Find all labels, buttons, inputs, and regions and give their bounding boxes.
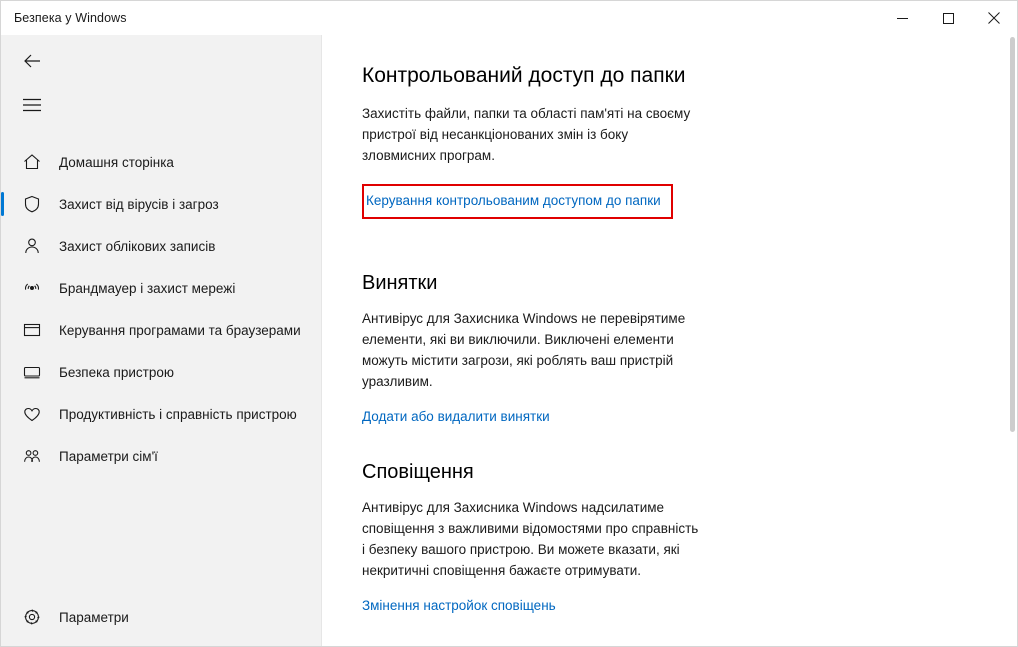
notifications-description: Антивірус для Захисника Windows надсилатиме сповіщення з важливими відомостями про справність і безпеку вашого пристрою. Ви можете вказати, які некритичні сповіщення бажаєте отримувати.: [362, 500, 699, 579]
sidebar-item-app-browser-control[interactable]: [1, 309, 321, 351]
gear-icon: [11, 607, 53, 627]
window-body: [1, 35, 1017, 646]
maximize-button[interactable]: [925, 1, 971, 35]
add-remove-exclusions-link[interactable]: Додати або видалити винятки: [362, 409, 550, 425]
back-button[interactable]: [1, 39, 321, 83]
sidebar-item-settings[interactable]: [1, 596, 321, 638]
minimize-button[interactable]: [879, 1, 925, 35]
navigation-sidebar: [1, 35, 322, 646]
exclusions-section: [362, 271, 702, 426]
minimize-icon: [897, 13, 908, 24]
sidebar-item-label: Продуктивність і справність пристрою: [59, 406, 297, 422]
hamburger-menu-icon: [11, 98, 53, 112]
family-icon: [11, 446, 53, 466]
home-icon: [11, 152, 53, 172]
title-bar: [1, 1, 1017, 35]
controlled-folder-access-description: Захистіть файли, папки та області пам'яті на своєму пристрої від несанкціонованих змін із боку зловмисних програм.: [362, 106, 691, 164]
maximize-icon: [943, 13, 954, 24]
shield-icon: [11, 194, 53, 214]
main-scrollbar[interactable]: [1005, 35, 1017, 646]
sidebar-item-label: Параметри: [59, 609, 129, 625]
manage-controlled-folder-access-link[interactable]: Керування контрольованим доступом до папки: [366, 193, 661, 209]
sidebar-top-controls: [1, 35, 321, 127]
sidebar-item-label: Безпека пристрою: [59, 364, 174, 380]
sidebar-item-account-protection[interactable]: [1, 225, 321, 267]
exclusions-title: Винятки: [362, 272, 438, 295]
sidebar-item-device-performance-health[interactable]: [1, 393, 321, 435]
exclusions-description: Антивірус для Захисника Windows не перевірятиме елементи, які ви виключили. Виключені елементи можуть містити загрози, які роблять ваш пристрій уразливим.: [362, 311, 686, 390]
window-controls: [879, 1, 1017, 35]
notifications-title: Сповіщення: [362, 461, 474, 484]
sidebar-bottom: [1, 596, 321, 646]
person-icon: [11, 236, 53, 256]
main-scrollbar-thumb[interactable]: [1010, 37, 1015, 432]
wifi-icon: [11, 278, 53, 298]
sidebar-item-label: Захист від вірусів і загроз: [59, 196, 219, 212]
page-title: Контрольований доступ до папки: [362, 64, 686, 87]
sidebar-item-label: Брандмауер і захист мережі: [59, 280, 236, 296]
sidebar-item-home[interactable]: [1, 141, 321, 183]
controlled-folder-access-section: [362, 63, 702, 245]
notifications-section: [362, 460, 702, 615]
sidebar-item-device-security[interactable]: [1, 351, 321, 393]
menu-button[interactable]: [1, 83, 321, 127]
app-window-icon: [11, 320, 53, 340]
sidebar-item-label: Параметри сім'ї: [59, 448, 158, 464]
back-arrow-icon: [11, 51, 53, 71]
change-notification-settings-link[interactable]: Змінення настройок сповіщень: [362, 598, 556, 614]
sidebar-item-firewall-network[interactable]: [1, 267, 321, 309]
sidebar-item-family-options[interactable]: [1, 435, 321, 477]
sidebar-item-label: Домашня сторінка: [59, 154, 174, 170]
sidebar-item-label: Захист облікових записів: [59, 238, 216, 254]
close-icon: [988, 12, 1000, 24]
sidebar-item-label: Керування програмами та браузерами: [59, 322, 301, 338]
window-title: Безпека у Windows: [14, 11, 127, 25]
close-button[interactable]: [971, 1, 1017, 35]
controlled-folder-access-highlight: [362, 184, 673, 219]
heart-pulse-icon: [11, 404, 53, 424]
sidebar-item-list: [1, 141, 321, 477]
device-chip-icon: [11, 362, 53, 382]
main-content: [322, 35, 1017, 646]
sidebar-item-virus-threat-protection[interactable]: [1, 183, 321, 225]
